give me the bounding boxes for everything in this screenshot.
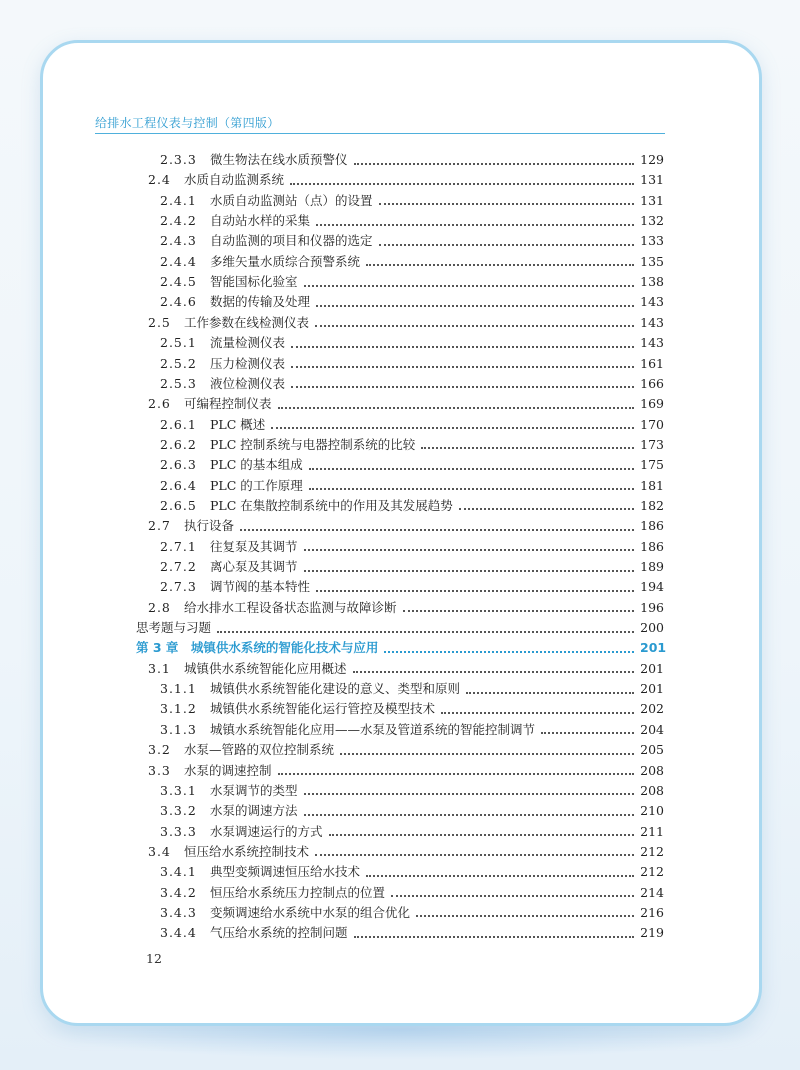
- toc-section-number: 2.4.6: [160, 294, 197, 310]
- toc-page-number: 211: [640, 823, 664, 839]
- toc-section-title: 城镇供水系统智能化建设的意义、类型和原则: [210, 681, 461, 697]
- toc-entry[interactable]: [160, 231, 664, 251]
- toc-section-number: 2.6.1: [160, 416, 197, 432]
- toc-entry[interactable]: [148, 598, 664, 618]
- toc-section-number: 3.4.4: [160, 925, 197, 941]
- toc-leader-dots: [379, 202, 634, 205]
- toc-leader-dots: [304, 813, 634, 816]
- toc-page-number: 173: [640, 436, 664, 452]
- running-header: [95, 113, 665, 134]
- toc-leader-dots: [384, 650, 634, 653]
- toc-section-title: 给水排水工程设备状态监测与故障诊断: [184, 599, 397, 615]
- toc-entry[interactable]: [160, 822, 664, 842]
- toc-section-number: 2.7.1: [160, 538, 197, 554]
- toc-page-number: 202: [640, 701, 664, 717]
- toc-section-title: 水泵的调速控制: [184, 762, 272, 778]
- toc-section-title: 压力检测仪表: [210, 355, 286, 371]
- toc-page-number: 200: [640, 620, 664, 636]
- toc-entry[interactable]: [160, 150, 664, 170]
- toc-leader-dots: [304, 792, 634, 795]
- toc-section-number: 3.1.3: [160, 721, 197, 737]
- toc-page-number: 212: [640, 864, 664, 880]
- toc-section-title: 水泵调节的类型: [210, 782, 298, 798]
- toc-section-title: 可编程控制仪表: [184, 396, 272, 412]
- toc-section-title: 自动监测的项目和仪器的选定: [210, 233, 373, 249]
- toc-entry[interactable]: [160, 333, 664, 353]
- toc-leader-dots: [278, 406, 634, 409]
- toc-leader-dots: [459, 507, 634, 510]
- toc-section-title: 水泵调速运行的方式: [210, 823, 323, 839]
- toc-page-number: 201: [640, 640, 667, 656]
- toc-section-title: 恒压给水系统控制技术: [184, 843, 310, 859]
- toc-leader-dots: [291, 345, 634, 348]
- toc-section-title: 城镇供水系统智能化运行管控及模型技术: [210, 701, 436, 717]
- toc-section-title: 第 3 章 城镇供水系统的智能化技术与应用: [136, 640, 379, 656]
- toc-leader-dots: [309, 487, 634, 490]
- toc-section-number: 2.5.1: [160, 335, 197, 351]
- toc-section-number: 2.7: [148, 518, 171, 534]
- toc-entry[interactable]: [160, 211, 664, 231]
- toc-leader-dots: [291, 385, 634, 388]
- toc-entry[interactable]: [160, 557, 664, 577]
- toc-leader-dots: [217, 630, 634, 633]
- toc-section-title: 工作参数在线检测仪表: [184, 314, 310, 330]
- toc-section-title: PLC 控制系统与电器控制系统的比较: [210, 436, 416, 452]
- toc-entry[interactable]: [148, 516, 664, 536]
- toc-leader-dots: [541, 731, 634, 734]
- toc-page-number: 129: [640, 152, 664, 167]
- toc-section-title: 智能国标化验室: [210, 274, 298, 290]
- toc-page-number: 133: [640, 233, 664, 249]
- page-number: 12: [146, 951, 162, 966]
- toc-section-number: 2.3.3: [160, 152, 197, 167]
- toc-section-title: 水质自动监测站（点）的设置: [210, 192, 373, 208]
- toc-entry[interactable]: [160, 415, 664, 435]
- toc-leader-dots: [315, 853, 634, 856]
- toc-entry[interactable]: [160, 537, 664, 557]
- toc-entry[interactable]: [160, 435, 664, 455]
- toc-leader-dots: [271, 426, 634, 429]
- toc-page-number: 166: [640, 375, 664, 391]
- toc-section-number: 2.7.3: [160, 579, 197, 595]
- toc-page-number: 196: [640, 599, 664, 615]
- toc-page-number: 170: [640, 416, 664, 432]
- toc-entry[interactable]: [160, 496, 664, 516]
- toc-section-title: 思考题与习题: [136, 620, 212, 636]
- toc-entry[interactable]: [160, 191, 664, 211]
- toc-leader-dots: [316, 223, 634, 226]
- toc-entry[interactable]: [160, 862, 664, 882]
- toc-page-number: 175: [640, 457, 664, 473]
- toc-section-number: 2.4.3: [160, 233, 197, 249]
- toc-section-number: 3.4.3: [160, 904, 197, 920]
- toc-leader-dots: [353, 670, 634, 673]
- toc-section-title: 数据的传输及处理: [210, 294, 311, 310]
- toc-entry[interactable]: [160, 354, 664, 374]
- toc-section-number: 2.5.3: [160, 375, 197, 391]
- toc-entry[interactable]: [148, 842, 664, 862]
- toc-section-number: 2.6.3: [160, 457, 197, 473]
- toc-section-title: 离心泵及其调节: [210, 559, 298, 574]
- toc-section-title: 变频调速给水系统中水泵的组合优化: [210, 904, 411, 920]
- toc-page-number: 138: [640, 274, 664, 290]
- toc-section-number: 2.5: [148, 314, 171, 330]
- toc-page-number: 169: [640, 396, 664, 412]
- toc-section-title: 往复泵及其调节: [210, 538, 298, 554]
- toc-section-title: 执行设备: [184, 518, 235, 534]
- toc-page-number: 182: [640, 497, 664, 513]
- toc-page-number: 208: [640, 762, 664, 778]
- toc-section-title: 城镇供水系统智能化应用概述: [184, 660, 347, 676]
- toc-page-number: 131: [640, 172, 664, 188]
- toc-section-number: 2.5.2: [160, 355, 197, 371]
- toc-page-number: 216: [640, 904, 664, 920]
- toc-section-number: 2.4.2: [160, 213, 197, 229]
- toc-entry[interactable]: [148, 313, 664, 333]
- toc-entry[interactable]: [160, 476, 664, 496]
- toc-leader-dots: [240, 528, 634, 531]
- toc-section-number: 3.4: [148, 843, 171, 859]
- toc-leader-dots: [304, 548, 634, 551]
- toc-section-title: PLC 的基本组成: [210, 457, 303, 473]
- toc-page-number: 132: [640, 213, 664, 229]
- toc-leader-dots: [329, 833, 634, 836]
- toc-section-title: 自动站水样的采集: [210, 213, 311, 229]
- toc-entry[interactable]: [160, 883, 664, 903]
- toc-leader-dots: [316, 304, 634, 307]
- toc-section-number: 2.6.2: [160, 436, 197, 452]
- toc-entry[interactable]: [160, 903, 664, 923]
- toc-page-number: 204: [640, 721, 664, 737]
- toc-leader-dots: [366, 874, 634, 877]
- toc-section-title: 液位检测仪表: [210, 375, 286, 391]
- book-title: 给排水工程仪表与控制（第四版）: [95, 116, 280, 130]
- toc-leader-dots: [290, 182, 634, 185]
- toc-entry[interactable]: [136, 618, 664, 638]
- toc-entry[interactable]: [148, 170, 664, 190]
- toc-entry[interactable]: [160, 374, 664, 394]
- toc-section-number: 2.4.5: [160, 274, 197, 290]
- toc-section-number: 2.4.4: [160, 253, 197, 269]
- toc-leader-dots: [379, 243, 634, 246]
- toc-section-number: 3.1: [148, 660, 171, 676]
- toc-page-number: 214: [640, 884, 664, 900]
- toc-page-number: 143: [640, 314, 664, 330]
- toc-section-number: 3.2: [148, 742, 171, 758]
- toc-page-number: 201: [640, 660, 664, 676]
- toc-section-title: 流量检测仪表: [210, 335, 286, 351]
- toc-page-number: 161: [640, 355, 664, 371]
- toc-section-number: 3.4.1: [160, 864, 197, 880]
- toc-entry[interactable]: [160, 679, 664, 699]
- toc-page-number: 194: [640, 579, 664, 595]
- toc-section-number: 3.3.3: [160, 823, 197, 839]
- toc-entry[interactable]: [160, 252, 664, 272]
- toc-leader-dots: [304, 284, 634, 287]
- toc-section-number: 2.6.5: [160, 497, 197, 513]
- toc-entry[interactable]: [160, 455, 664, 475]
- toc-leader-dots: [416, 914, 634, 917]
- toc-section-title: 水质自动监测系统: [184, 172, 285, 188]
- toc-page-number: 208: [640, 782, 664, 798]
- toc-page-number: 210: [640, 803, 664, 819]
- toc-leader-dots: [441, 711, 634, 714]
- toc-entry[interactable]: [160, 801, 664, 821]
- toc-section-title: 城镇水系统智能化应用——水泵及管道系统的智能控制调节: [210, 721, 536, 737]
- toc-section-number: 3.3.1: [160, 782, 197, 798]
- toc-section-number: 2.6.4: [160, 477, 197, 493]
- toc-section-number: 2.6: [148, 396, 171, 412]
- toc-section-title: 气压给水系统的控制问题: [210, 925, 348, 941]
- toc-page-number: 131: [640, 192, 664, 208]
- toc-section-number: 2.4: [148, 172, 171, 188]
- toc-leader-dots: [315, 324, 634, 327]
- toc-section-number: 2.4.1: [160, 192, 197, 208]
- toc-leader-dots: [354, 162, 634, 165]
- toc-entry[interactable]: [148, 659, 664, 679]
- toc-page-number: 201: [640, 681, 664, 697]
- toc-section-title: 调节阀的基本特性: [210, 579, 311, 595]
- toc-page-number: 186: [640, 538, 664, 554]
- toc-section-number: 3.3: [148, 762, 171, 778]
- toc-page-number: 186: [640, 518, 664, 534]
- toc-entry[interactable]: [148, 740, 664, 760]
- toc-entry[interactable]: [160, 577, 664, 597]
- toc-section-number: 2.7.2: [160, 559, 197, 574]
- toc-section-title: PLC 的工作原理: [210, 477, 303, 493]
- toc-section-title: 典型变频调速恒压给水技术: [210, 864, 361, 880]
- toc-section-title: 水泵—管路的双位控制系统: [184, 742, 335, 758]
- toc-section-title: 水泵的调速方法: [210, 803, 298, 819]
- toc-entry[interactable]: [160, 781, 664, 801]
- toc-section-title: 恒压给水系统压力控制点的位置: [210, 884, 386, 900]
- toc-page-number: 219: [640, 925, 664, 941]
- toc-page-number: 212: [640, 843, 664, 859]
- toc-entry[interactable]: [160, 923, 664, 943]
- toc-leader-dots: [466, 691, 634, 694]
- toc-entry[interactable]: [148, 761, 664, 781]
- toc-leader-dots: [309, 467, 634, 470]
- toc-section-number: 3.3.2: [160, 803, 197, 819]
- toc-entry[interactable]: [160, 699, 664, 719]
- toc-page-number: 189: [640, 559, 664, 574]
- toc-leader-dots: [354, 935, 634, 938]
- toc-page-number: 143: [640, 294, 664, 310]
- toc-entry[interactable]: [160, 292, 664, 312]
- toc-chapter-entry[interactable]: [136, 638, 667, 658]
- toc-section-title: 微生物法在线水质预警仪: [210, 152, 348, 167]
- toc-leader-dots: [366, 263, 634, 266]
- toc-section-number: 3.1.1: [160, 681, 197, 697]
- toc-leader-dots: [316, 589, 634, 592]
- toc-leader-dots: [291, 365, 634, 368]
- toc-section-title: PLC 在集散控制系统中的作用及其发展趋势: [210, 497, 453, 513]
- toc-section-title: PLC 概述: [210, 416, 266, 432]
- toc-leader-dots: [340, 752, 634, 755]
- toc-entry[interactable]: [148, 394, 664, 414]
- toc-section-number: 3.4.2: [160, 884, 197, 900]
- toc-leader-dots: [278, 772, 634, 775]
- toc-entry[interactable]: [160, 720, 664, 740]
- toc-section-number: 2.8: [148, 599, 171, 615]
- toc-page-number: 143: [640, 335, 664, 351]
- toc-leader-dots: [391, 894, 634, 897]
- toc-entry[interactable]: [160, 272, 664, 292]
- toc-leader-dots: [421, 446, 634, 449]
- toc-page-number: 205: [640, 742, 664, 758]
- toc-section-title: 多维矢量水质综合预警系统: [210, 253, 361, 269]
- toc-section-number: 3.1.2: [160, 701, 197, 717]
- toc-page-number: 135: [640, 253, 664, 269]
- toc-leader-dots: [403, 609, 634, 612]
- toc-leader-dots: [304, 569, 634, 572]
- toc-page-number: 181: [640, 477, 664, 493]
